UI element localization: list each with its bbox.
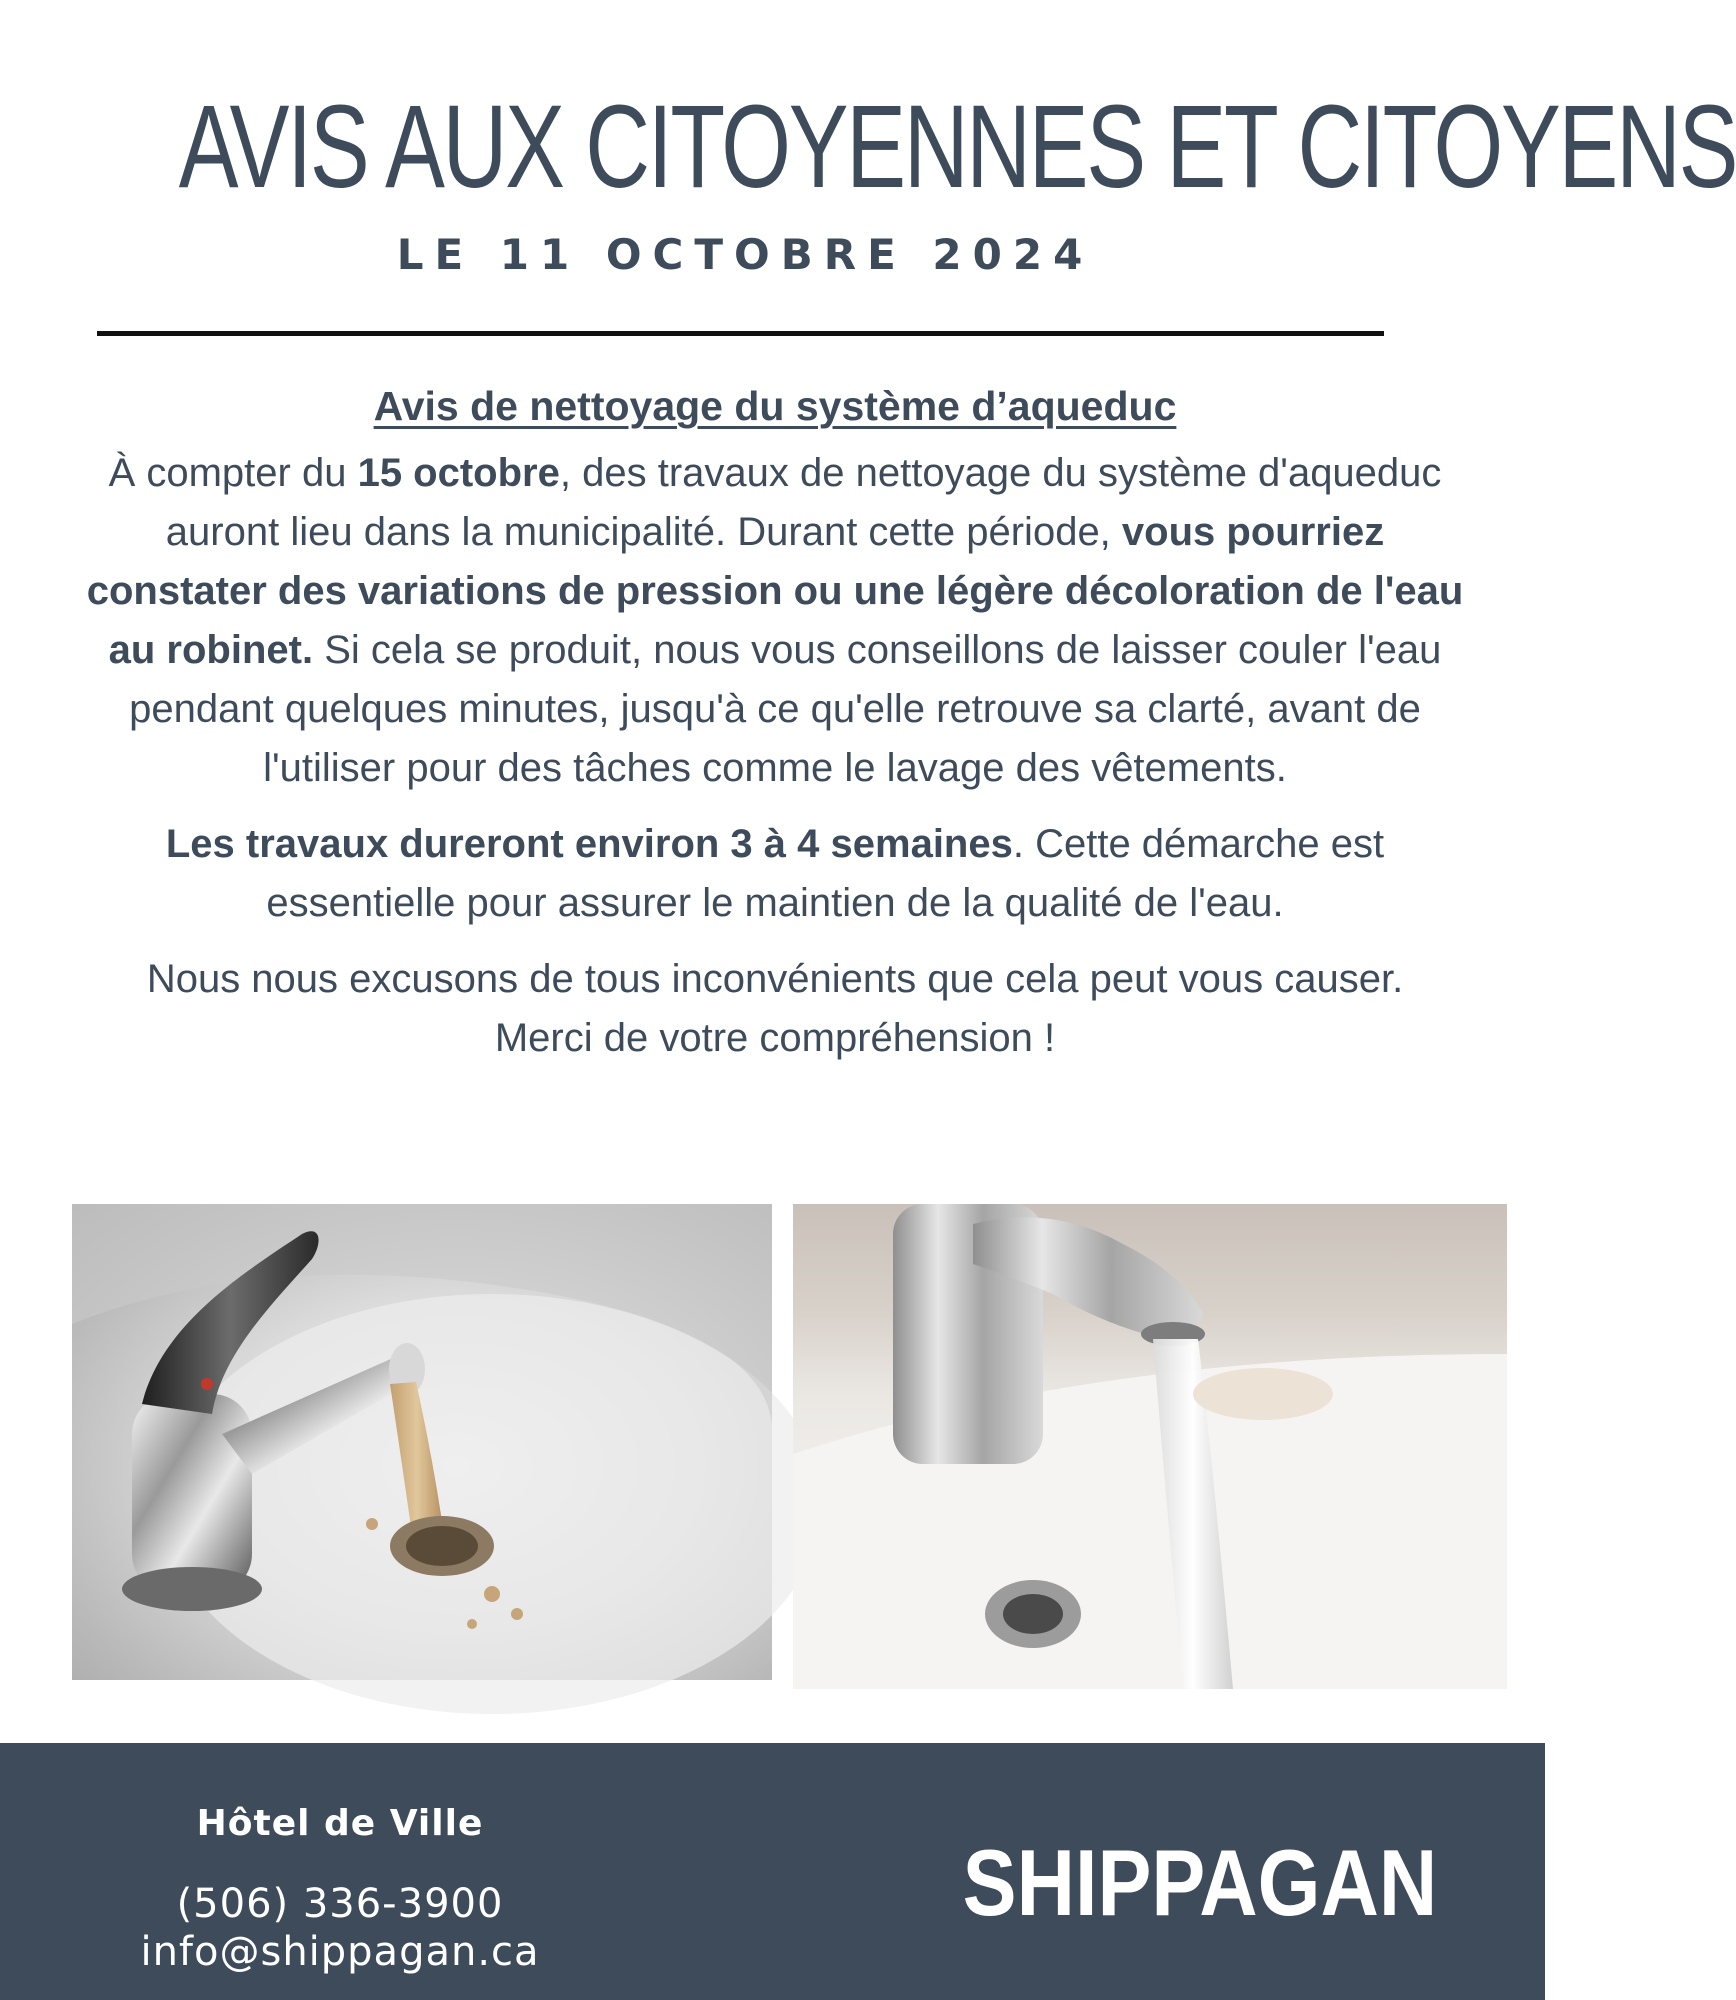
- notice-heading: Avis de nettoyage du système d’aqueduc: [373, 383, 1177, 429]
- text-segment-bold: Les travaux dureront environ 3 à 4 semaines: [165, 822, 1013, 866]
- photo-clear-water-illustration: [793, 1204, 1507, 1689]
- text-segment: Merci de votre compréhension !: [494, 1016, 1056, 1060]
- footer-email-link[interactable]: info@shippagan.ca: [140, 1929, 540, 1975]
- text-segment: . Cette démarche est essentielle pour assurer le maintien de la qualité de l'eau.: [266, 822, 1385, 925]
- shippagan-logo: SHIPPAGAN: [962, 1830, 1438, 1935]
- footer-phone[interactable]: (506) 336-3900: [176, 1881, 504, 1927]
- paragraph-duration: [85, 815, 1465, 933]
- notice-body: [85, 378, 1465, 1085]
- text-segment: Si cela se produit, nous vous conseillons de laisser couler l'eau pendant quelques minutes, jusqu'à ce qu'elle retrouve sa clarté, avant de l'utiliser pour des tâches comme le lavage des vêtements.: [129, 628, 1442, 790]
- footer: [0, 1743, 1545, 2000]
- page-title: AVIS AUX CITOYENNES ET CITOYENS: [178, 81, 1736, 213]
- divider: [97, 331, 1384, 336]
- photo-discolored-water: [72, 1204, 772, 1680]
- text-segment: Nous nous excusons de tous inconvénients que cela peut vous causer.: [146, 957, 1404, 1001]
- text-segment: À compter du: [108, 451, 358, 495]
- footer-organization: Hôtel de Ville: [196, 1803, 484, 1844]
- text-segment-bold: 15 octobre: [357, 451, 560, 495]
- paragraph-schedule: [85, 444, 1465, 798]
- photo-discolored-water-illustration: [72, 1204, 772, 1680]
- paragraph-apology: [85, 950, 1465, 1068]
- text-segment-bold: vous pourriez constater des variations de pression ou une légère décoloration de l'eau au robinet.: [86, 510, 1464, 672]
- text-segment: , des travaux de nettoyage du système d'aqueduc auront lieu dans la municipalité. Durant cette période,: [165, 451, 1442, 554]
- notice-date: LE 11 OCTOBRE 2024: [396, 230, 1094, 279]
- photo-clear-water: [793, 1204, 1507, 1689]
